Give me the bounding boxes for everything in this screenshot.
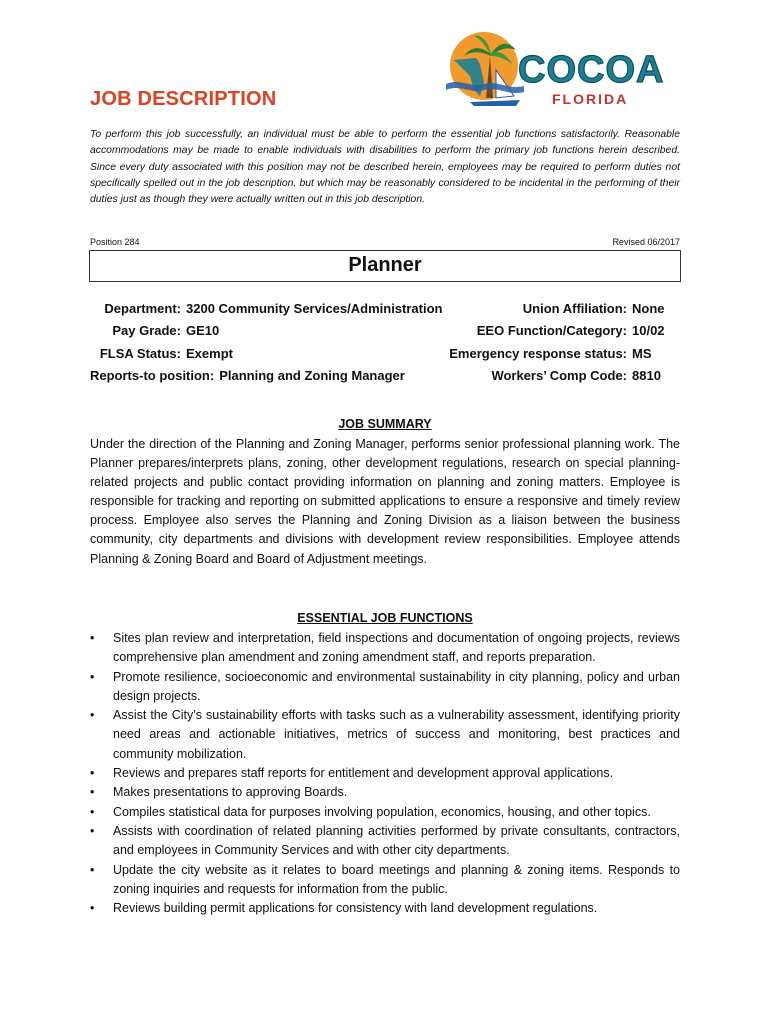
- info-value: 8810: [632, 367, 661, 383]
- info-value: 10/02: [632, 323, 665, 339]
- info-value: Planning and Zoning Manager: [219, 367, 405, 383]
- list-item: [90, 629, 680, 668]
- bullet: •: [90, 669, 95, 684]
- logo-wordmark: [518, 49, 664, 107]
- info-label: Reports-to position:: [90, 367, 215, 383]
- job-title: Planner: [348, 254, 422, 276]
- info-row-eeo-function: [440, 320, 665, 342]
- logo-cocoa-text: COCOA: [518, 49, 665, 91]
- cocoa-florida-logo: [440, 26, 684, 112]
- list-item: [90, 861, 680, 900]
- info-label: Department:: [104, 301, 181, 316]
- bullet: •: [90, 823, 95, 838]
- list-item-text: Update the city website as it relates to board meetings and planning & zoning items. Responds to zoning inquiries and requests for information from the public.: [113, 862, 680, 896]
- info-label: FLSA Status:: [99, 345, 181, 361]
- bullet: •: [90, 785, 95, 800]
- list-item: [90, 899, 680, 918]
- list-item: [90, 668, 680, 707]
- list-item-text: Reviews building permit applications for consistency with land development regulations.: [113, 901, 598, 916]
- position-line: [90, 237, 680, 247]
- info-row-emergency-status: [440, 343, 665, 365]
- info-row-department: [90, 298, 442, 320]
- essential-functions-list: [90, 629, 680, 918]
- info-label: Pay Grade:: [112, 323, 181, 339]
- revised-date: Revised 06/2017: [612, 237, 680, 247]
- list-item-text: Assists with coordination of related planning activities performed by private consultants, contractors, and employees in Community Services and with other city departments.: [113, 823, 680, 858]
- list-item: [90, 803, 680, 822]
- info-value: 3200 Community Services/Administration: [186, 301, 443, 316]
- essential-functions-heading: ESSENTIAL JOB FUNCTIONS: [297, 611, 473, 625]
- info-value: Exempt: [186, 345, 233, 361]
- bullet: •: [90, 631, 95, 645]
- bullet: •: [90, 862, 95, 877]
- job-summary-text: Under the direction of the Planning and Zoning Manager, performs senior professional planning work. The Planner prepares/interprets plans, zoning, other development regulations, research on special planning-related projects and public contact providing information on planning and zoning matters. Employee is responsible for tracking and reporting on submitted applications to ensure a responsive and timely review process. Employee also serves the Planning and Zoning Division as a liaison between the business community, city departments and divisions with development review responsibilities. Employee attends Planning & Zoning Board and Board of Adjustment meetings.: [90, 437, 680, 566]
- list-item-text: Makes presentations to approving Boards.: [113, 785, 348, 800]
- bullet: •: [90, 901, 95, 916]
- info-row-flsa-status: [90, 343, 442, 365]
- info-label: Workers’ Comp Code:: [491, 367, 627, 383]
- logo-florida-text: FLORIDA: [552, 91, 629, 107]
- job-info-right: [440, 298, 665, 387]
- info-value: MS: [632, 345, 652, 361]
- info-row-pay-grade: [90, 320, 442, 342]
- list-item: [90, 764, 680, 783]
- job-summary-heading: JOB SUMMARY: [338, 417, 432, 431]
- info-value: GE10: [186, 323, 220, 339]
- list-item: [90, 822, 680, 861]
- job-description-heading: JOB DESCRIPTION: [90, 88, 277, 110]
- job-info-left: [90, 298, 442, 387]
- position-number: Position 284: [90, 237, 140, 247]
- info-label: Union Affiliation:: [522, 301, 627, 316]
- list-item-text: Assist the City’s sustainability efforts with tasks such as a vulnerability assessment, identifying priority need areas and actionable initiatives, metrics of success and monitoring, best practices and community mobilization.: [113, 708, 680, 761]
- bullet: •: [90, 804, 95, 819]
- job-title-box: [89, 250, 681, 282]
- list-item-text: Sites plan review and interpretation, field inspections and documentation of ongoing projects, reviews comprehensive plan amendment and zoning amendment staff, and reports preparation.: [113, 631, 680, 665]
- info-row-workers-comp: [440, 365, 665, 387]
- intro-disclaimer: To perform this job successfully, an individual must be able to perform the essential job functions satisfactorily. Reasonable accommodations may be made to enable individuals with disabilities to perform the primary job functions herein described. Since every duty associated with this position may not be described herein, employees may be required to perform duties not specifically spelled out in the job description, but which may be reasonably considered to be incidental in the performing of their duties just as though they were actually written out in this job description.: [90, 129, 680, 206]
- info-label: Emergency response status:: [449, 345, 627, 361]
- list-item: [90, 783, 680, 802]
- list-item-text: Promote resilience, socioeconomic and environmental sustainability in city planning, policy and urban design projects.: [113, 669, 680, 703]
- info-row-union-affiliation: [440, 298, 665, 320]
- list-item-text: Compiles statistical data for purposes involving population, economics, housing, and other topics.: [113, 804, 651, 819]
- info-label: EEO Function/Category:: [476, 323, 627, 339]
- bullet: •: [90, 766, 95, 781]
- bullet: •: [90, 708, 95, 723]
- list-item-text: Reviews and prepares staff reports for entitlement and development approval applications.: [113, 766, 614, 781]
- list-item: [90, 706, 680, 764]
- info-value: None: [632, 301, 665, 316]
- info-row-reports-to: [90, 365, 442, 387]
